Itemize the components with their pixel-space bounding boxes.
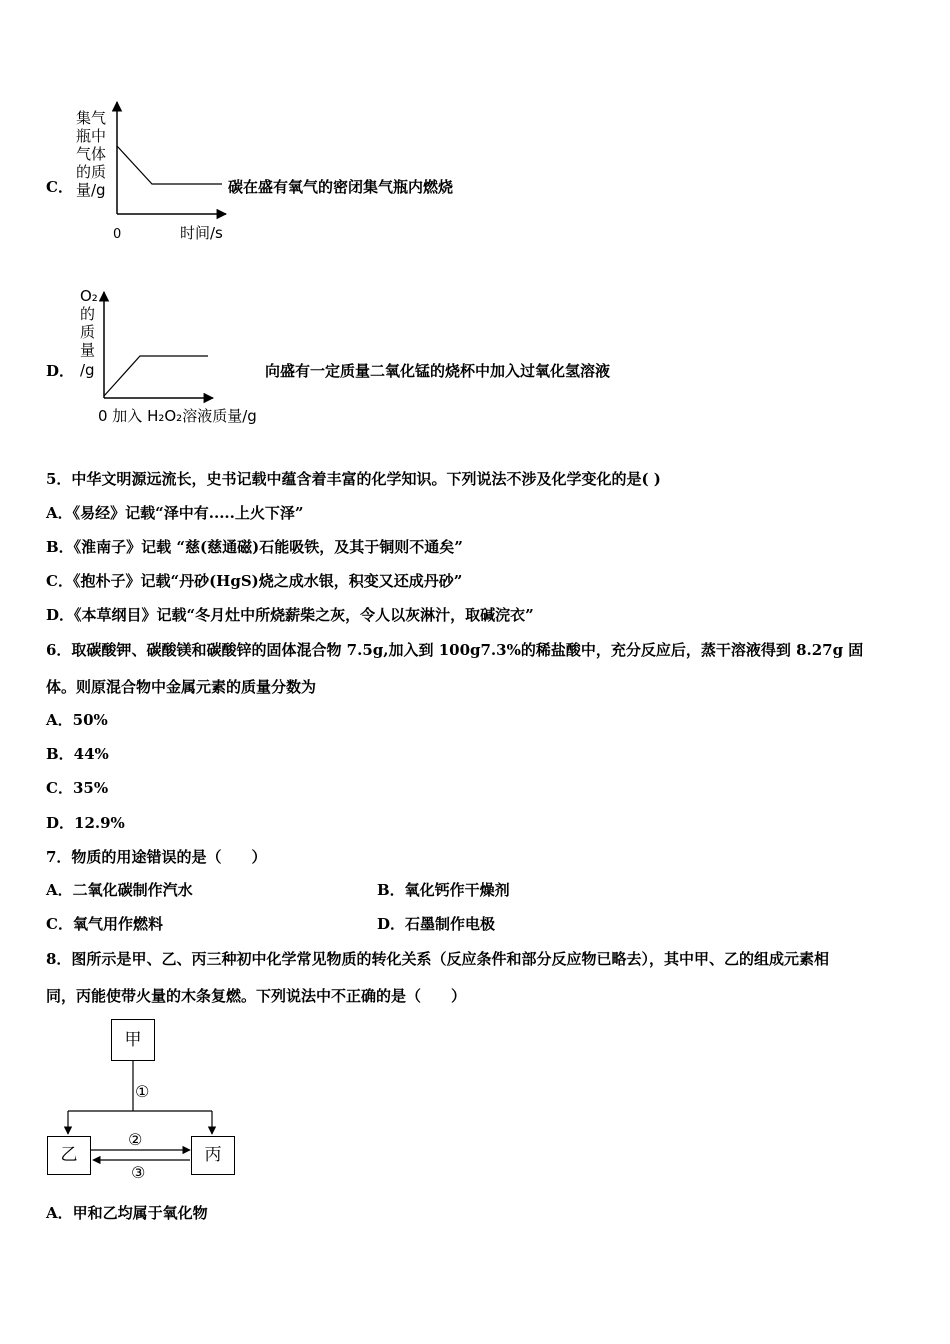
- q8-option-a: A．甲和乙均属于氧化物: [46, 1204, 208, 1222]
- reaction-1-label: ①: [135, 1082, 150, 1101]
- node-yi: 乙: [47, 1136, 91, 1175]
- node-jia: 甲: [111, 1019, 155, 1061]
- q8-stem-line1: 8．图所示是甲、乙、丙三种初中化学常见物质的转化关系（反应条件和部分反应物已略去），其中甲、乙的组成元素相: [46, 950, 829, 968]
- graph-d-ylabel-4: 量: [80, 341, 96, 359]
- q5-option-c: C．《抱朴子》记载“丹砂(HgS)烧之成水银，积变又还成丹砂”: [46, 572, 463, 590]
- graph-d-ylabel-5: /g: [80, 361, 95, 379]
- graph-c-ylabel-4: 的质: [76, 163, 107, 181]
- q5-option-a: A．《易经》记载“泽中有.....上火下泽”: [46, 504, 304, 522]
- graph-c-curve: [117, 146, 222, 184]
- q5-option-d: D．《本草纲目》记载“冬月灶中所烧薪柴之灰，令人以灰淋汁，取碱浣衣”: [46, 606, 534, 624]
- graph-d-curve: [104, 356, 208, 396]
- graph-c-ylabel-3: 气体: [76, 145, 107, 163]
- node-bing: 丙: [191, 1136, 235, 1175]
- q7-stem: 7．物质的用途错误的是（ ）: [46, 848, 267, 866]
- graph-c-ylabel-5: 量/g: [76, 181, 106, 199]
- q7-option-a: A．二氧化碳制作汽水: [46, 881, 193, 899]
- graph-c-origin: 0: [113, 227, 122, 242]
- option-c-label: C．: [46, 178, 73, 196]
- graph-c-xlabel: 时间/s: [180, 224, 223, 242]
- q6-option-c: C．35%: [46, 779, 109, 797]
- reaction-2-label: ②: [128, 1130, 143, 1149]
- q7-option-c: C．氧气用作燃料: [46, 915, 163, 933]
- q6-stem-line2: 体。则原混合物中金属元素的质量分数为: [46, 678, 317, 696]
- option-c-description: 碳在盛有氧气的密闭集气瓶内燃烧: [228, 178, 454, 196]
- graph-c-ylabel-1: 集气: [76, 109, 107, 127]
- graph-d-xlabel: 0 加入 H₂O₂溶液质量/g: [98, 407, 257, 425]
- q5-stem: 5．中华文明源远流长，史书记载中蕴含着丰富的化学知识。下列说法不涉及化学变化的是( ): [46, 470, 661, 488]
- q7-option-b: B．氧化钙作干燥剂: [377, 881, 510, 899]
- q7-option-d: D．石墨制作电极: [377, 915, 496, 933]
- option-d-description: 向盛有一定质量二氧化锰的烧杯中加入过氧化氢溶液: [265, 362, 611, 380]
- option-d-label: D．: [46, 362, 75, 380]
- q6-option-a: A．50%: [46, 711, 108, 729]
- graph-d-ylabel-2: 的: [80, 305, 96, 323]
- graph-c-ylabel-2: 瓶中: [76, 127, 107, 145]
- q6-option-d: D．12.9%: [46, 814, 125, 832]
- reaction-3-label: ③: [131, 1163, 146, 1182]
- q6-option-b: B．44%: [46, 745, 109, 763]
- graph-d-ylabel-3: 质: [80, 323, 96, 341]
- q6-stem-line1: 6．取碳酸钾、碳酸镁和碳酸锌的固体混合物 7.5g,加入到 100g7.3%的稀盐酸中，充分反应后，蒸干溶液得到 8.27g 固: [46, 641, 864, 659]
- q5-option-b: B．《淮南子》记载 “慈(慈通磁)石能吸铁，及其于铜则不通矣”: [46, 538, 463, 556]
- q8-stem-line2: 同，丙能使带火量的木条复燃。下列说法中不正确的是（ ）: [46, 987, 467, 1005]
- graph-d-ylabel-1: O₂: [80, 287, 98, 305]
